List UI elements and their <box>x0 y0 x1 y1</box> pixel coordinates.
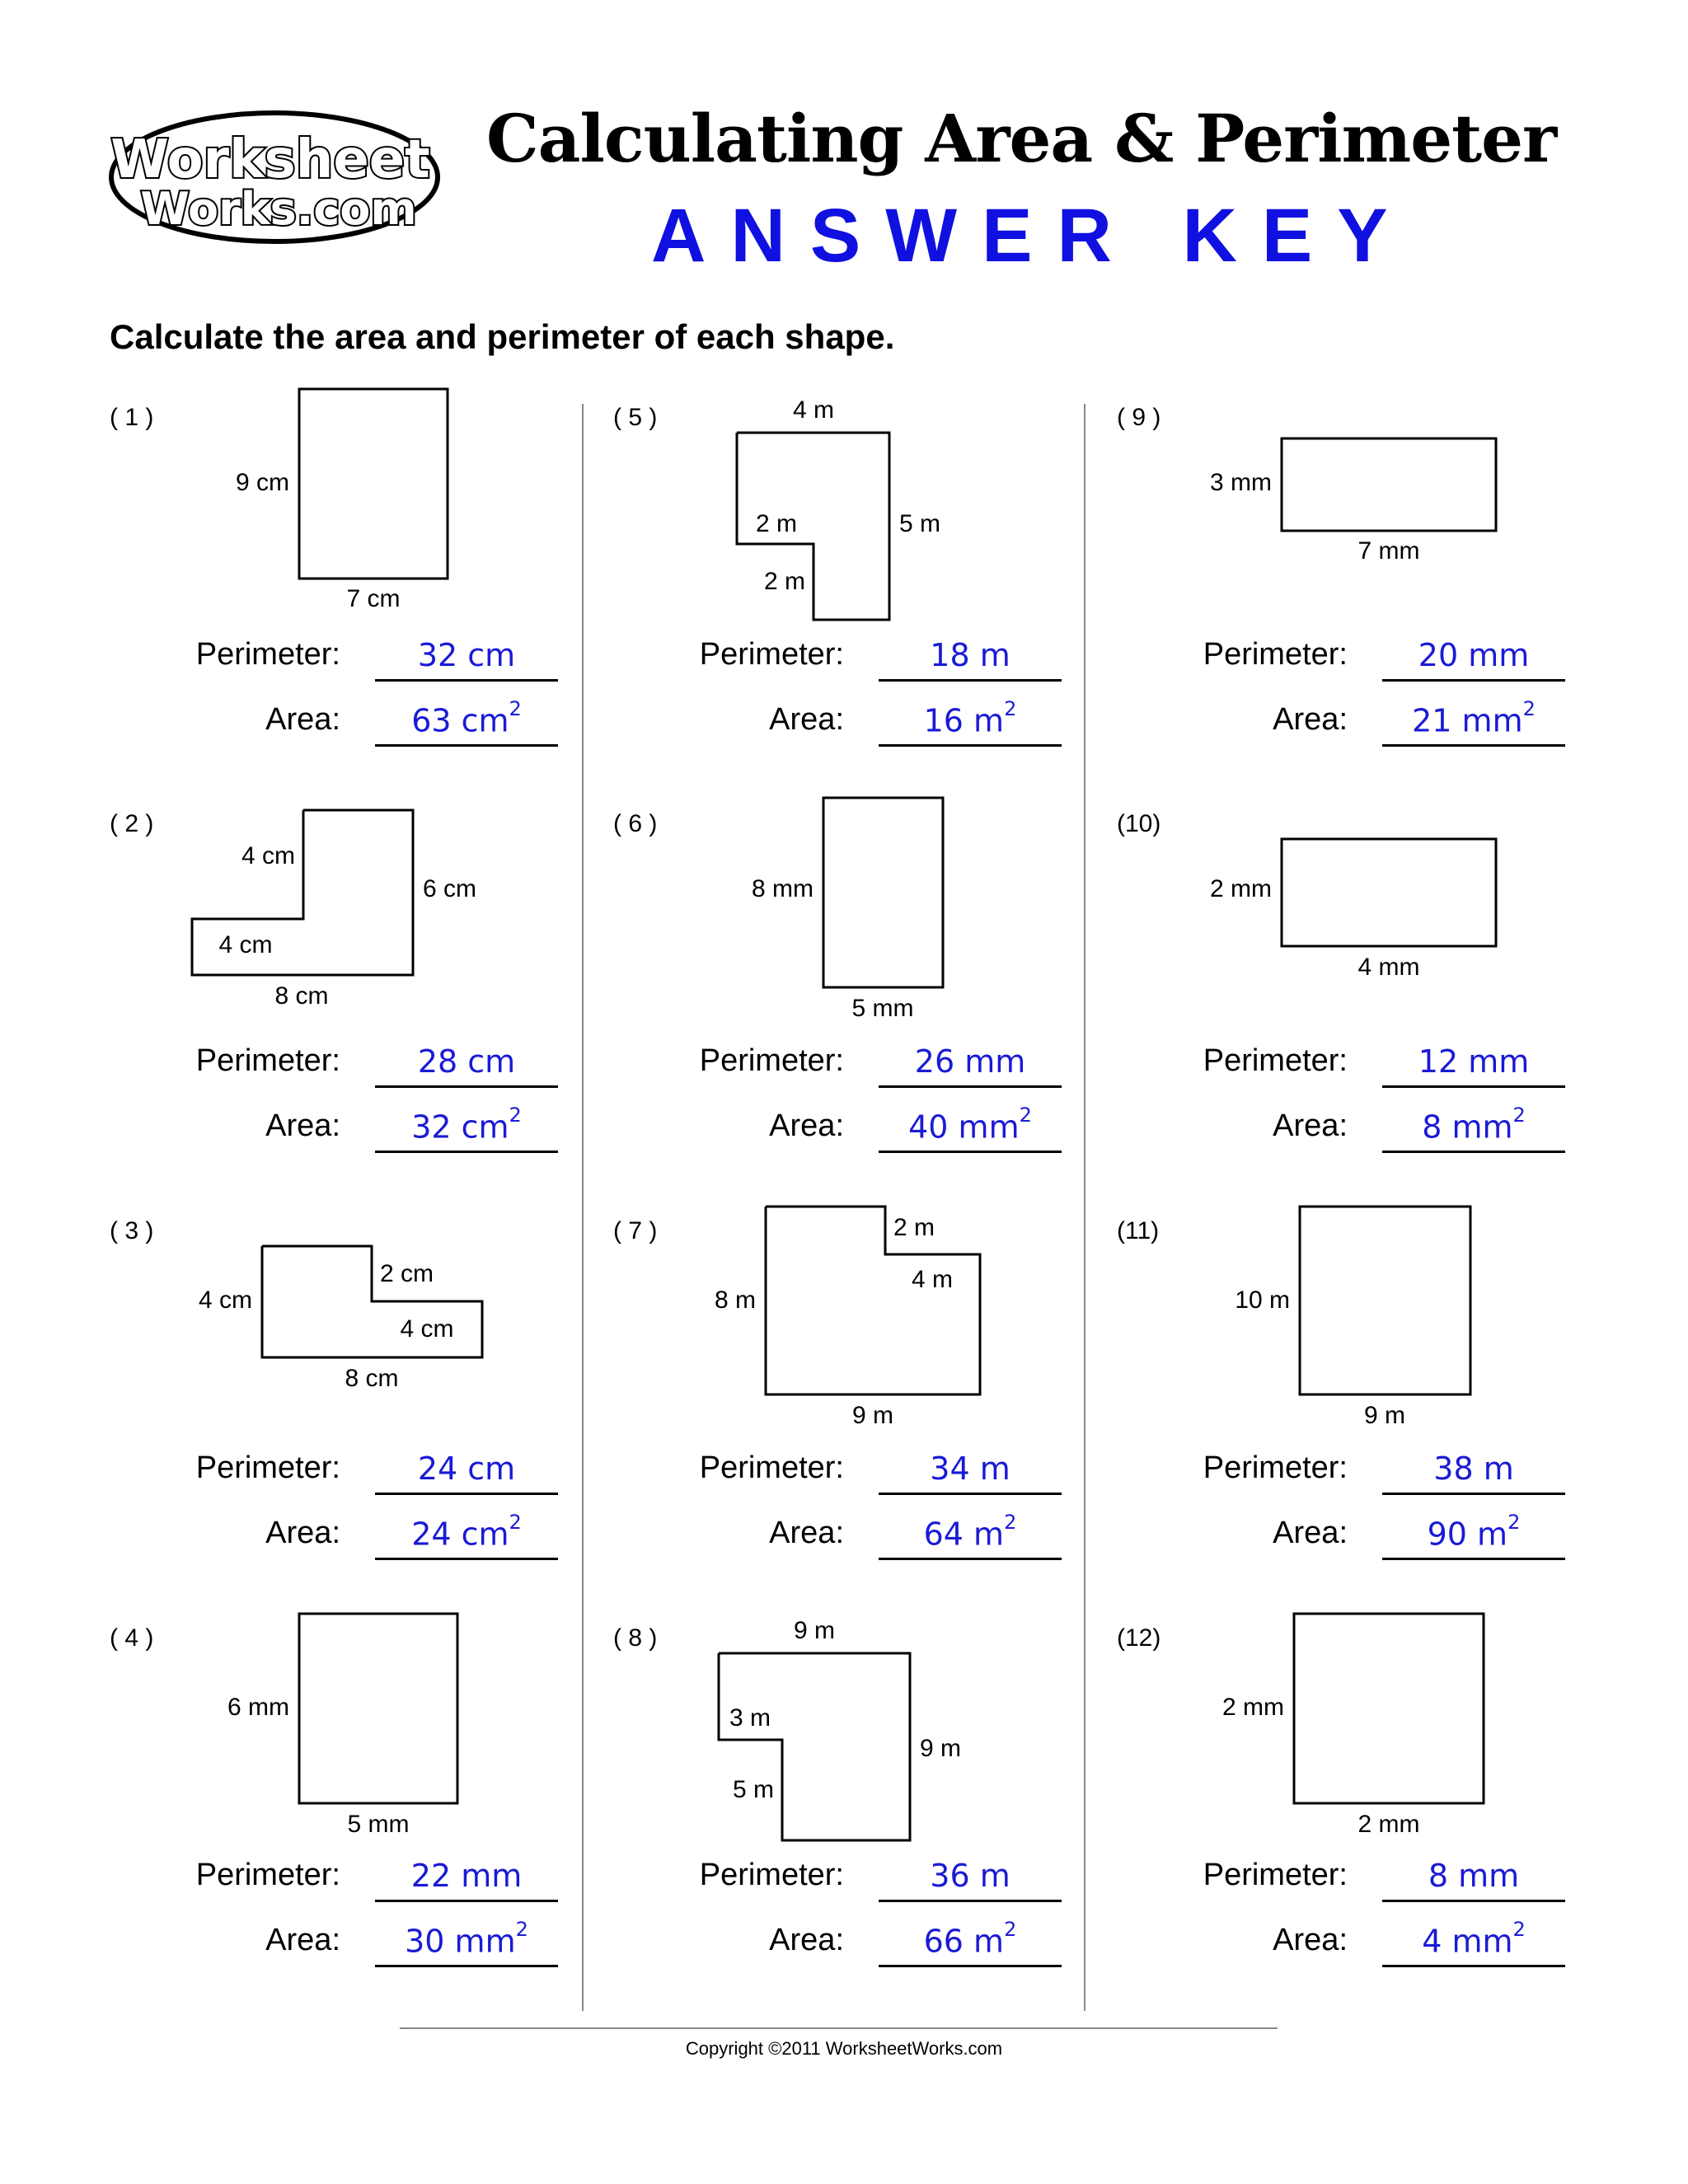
dim-width: 5 mm <box>851 995 914 1022</box>
perimeter-answer: 18 m <box>930 637 1010 673</box>
dim-width: 9 m <box>851 1402 894 1429</box>
logo-line2: Works.com <box>140 183 417 235</box>
answer-key-heading: ANSWER KEY <box>651 194 1413 278</box>
dim-corner-height: 2 m <box>893 1214 935 1241</box>
perimeter-label: Perimeter: <box>1203 1043 1348 1078</box>
dim-height: 6 mm <box>227 1694 289 1721</box>
problem-number: (11) <box>1117 1217 1160 1244</box>
problem-number: ( 2 ) <box>110 810 154 837</box>
dim-height: 2 mm <box>1210 875 1272 902</box>
perimeter-answer: 34 m <box>930 1451 1010 1487</box>
dim-width: 9 m <box>1363 1402 1406 1429</box>
area-answer: 8 $mm^2$ <box>1422 1104 1526 1146</box>
perimeter-line <box>375 1900 558 1902</box>
page-title: Calculating Area & Perimeter <box>486 100 1557 177</box>
dim-inner-height: 2 cm <box>380 1260 434 1287</box>
area-answer: 90 $m^2$ <box>1427 1511 1521 1553</box>
perimeter-line <box>879 1900 1062 1902</box>
perimeter-answer: 28 cm <box>417 1043 516 1080</box>
area-label: Area: <box>265 702 340 737</box>
perimeter-label: Perimeter: <box>195 637 340 672</box>
problem-10 <box>1117 810 1611 1214</box>
problem-number: ( 6 ) <box>613 810 658 837</box>
area-line <box>879 1151 1062 1153</box>
perimeter-label: Perimeter: <box>195 1043 340 1078</box>
dim-height: 8 m <box>714 1286 756 1314</box>
dim-height: 9 cm <box>235 469 289 496</box>
area-line <box>1382 1558 1565 1560</box>
dim-height: 3 mm <box>1210 469 1272 496</box>
area-answer: 66 $m^2$ <box>923 1918 1017 1960</box>
area-line <box>879 744 1062 747</box>
problem-2 <box>110 810 604 1214</box>
perimeter-label: Perimeter: <box>699 1043 844 1078</box>
area-answer: 32 $cm^2$ <box>411 1104 522 1146</box>
area-line <box>375 744 558 747</box>
problem-number: ( 4 ) <box>110 1624 154 1652</box>
area-label: Area: <box>265 1923 340 1957</box>
dim-height: 5 m <box>899 510 941 537</box>
perimeter-label: Perimeter: <box>699 1858 844 1892</box>
dim-height: 6 cm <box>423 875 477 902</box>
area-label: Area: <box>769 1516 844 1550</box>
dim-width: 2 mm <box>1357 1811 1420 1838</box>
area-line <box>1382 1151 1565 1153</box>
dim-width: 5 mm <box>347 1811 410 1838</box>
problem-number: ( 5 ) <box>613 404 658 431</box>
problem-number: (10) <box>1117 810 1161 837</box>
area-label: Area: <box>1273 702 1348 737</box>
dim-inner-width: 2 m <box>755 510 798 537</box>
perimeter-line <box>1382 679 1565 682</box>
dim-height: 10 m <box>1235 1286 1290 1314</box>
perimeter-answer: 32 cm <box>417 637 516 673</box>
worksheetworks-logo <box>106 107 443 247</box>
problem-number: ( 7 ) <box>613 1217 658 1244</box>
dim-inner-width: 4 cm <box>218 931 273 958</box>
area-answer: 64 $m^2$ <box>923 1511 1017 1553</box>
perimeter-answer: 8 mm <box>1428 1858 1520 1894</box>
perimeter-label: Perimeter: <box>1203 1858 1348 1892</box>
perimeter-answer: 38 m <box>1433 1451 1514 1487</box>
problem-3 <box>110 1217 604 1621</box>
problem-number: (12) <box>1117 1624 1161 1652</box>
footer-divider <box>400 2027 1278 2029</box>
dim-width: 7 cm <box>346 585 401 612</box>
problem-number: ( 1 ) <box>110 404 154 431</box>
dim-width: 4 mm <box>1357 954 1420 981</box>
area-label: Area: <box>769 1923 844 1957</box>
problem-6 <box>613 810 1108 1214</box>
area-line <box>375 1151 558 1153</box>
perimeter-answer: 26 mm <box>914 1043 1026 1080</box>
area-answer: 24 $cm^2$ <box>411 1511 522 1553</box>
problem-11 <box>1117 1217 1611 1621</box>
problem-7 <box>613 1214 1108 1621</box>
perimeter-answer: 22 mm <box>410 1858 523 1894</box>
dim-inner-width: 4 cm <box>400 1315 454 1343</box>
problem-number: ( 8 ) <box>613 1624 658 1652</box>
dim-width: 8 cm <box>274 982 329 1010</box>
perimeter-label: Perimeter: <box>1203 1451 1348 1485</box>
problem-12 <box>1117 1624 1611 2028</box>
area-line <box>375 1965 558 1967</box>
area-line <box>879 1558 1062 1560</box>
perimeter-label: Perimeter: <box>699 637 844 672</box>
dim-corner-width: 4 m <box>911 1266 954 1293</box>
perimeter-line <box>1382 1900 1565 1902</box>
problem-number: ( 9 ) <box>1117 404 1161 431</box>
dim-inner-height: 4 cm <box>241 842 295 869</box>
perimeter-answer: 36 m <box>930 1858 1010 1894</box>
dim-width: 9 m <box>793 1617 836 1644</box>
area-line <box>879 1965 1062 1967</box>
area-label: Area: <box>769 1108 844 1143</box>
area-label: Area: <box>1273 1516 1348 1550</box>
perimeter-label: Perimeter: <box>699 1451 844 1485</box>
dim-width: 8 cm <box>345 1365 399 1392</box>
dim-inner-width: 3 m <box>729 1704 771 1732</box>
area-label: Area: <box>1273 1923 1348 1957</box>
problem-4 <box>110 1624 604 2028</box>
perimeter-line <box>879 1085 1062 1088</box>
area-answer: 21 $mm^2$ <box>1412 697 1536 739</box>
dim-width: 4 m <box>792 396 835 424</box>
dim-inner-height: 5 m <box>732 1776 774 1803</box>
area-answer: 4 $mm^2$ <box>1422 1918 1526 1960</box>
dim-width: 7 mm <box>1357 537 1420 565</box>
area-answer: 63 $cm^2$ <box>411 697 522 739</box>
area-line <box>1382 1965 1565 1967</box>
problem-1 <box>110 404 604 808</box>
area-label: Area: <box>265 1108 340 1143</box>
problem-5 <box>613 396 1108 808</box>
copyright: Copyright ©2011 WorksheetWorks.com <box>685 2038 1003 2059</box>
perimeter-line <box>1382 1085 1565 1088</box>
perimeter-answer: 20 mm <box>1418 637 1530 673</box>
problem-8 <box>613 1617 1108 2028</box>
perimeter-label: Perimeter: <box>195 1451 340 1485</box>
logo-line1: Worksheet <box>110 129 430 190</box>
dim-height: 4 cm <box>198 1286 252 1314</box>
perimeter-label: Perimeter: <box>1203 637 1348 672</box>
perimeter-line <box>375 1085 558 1088</box>
dim-inner-height: 2 m <box>763 568 805 595</box>
area-answer: 30 $mm^2$ <box>405 1918 528 1960</box>
perimeter-answer: 12 mm <box>1418 1043 1530 1080</box>
area-line <box>1382 744 1565 747</box>
instructions: Calculate the area and perimeter of each shape. <box>110 317 895 356</box>
perimeter-line <box>375 679 558 682</box>
area-label: Area: <box>769 702 844 737</box>
perimeter-line <box>1382 1493 1565 1495</box>
perimeter-line <box>375 1493 558 1495</box>
dim-height: 8 mm <box>752 875 814 902</box>
area-answer: 16 $m^2$ <box>923 697 1017 739</box>
perimeter-label: Perimeter: <box>195 1858 340 1892</box>
perimeter-line <box>879 679 1062 682</box>
problem-number: ( 3 ) <box>110 1217 154 1244</box>
area-answer: 40 $mm^2$ <box>908 1104 1032 1146</box>
dim-height: 2 mm <box>1222 1694 1284 1721</box>
problem-9 <box>1117 404 1611 808</box>
area-line <box>375 1558 558 1560</box>
dim-height: 9 m <box>920 1735 962 1762</box>
perimeter-line <box>879 1493 1062 1495</box>
area-label: Area: <box>265 1516 340 1550</box>
area-label: Area: <box>1273 1108 1348 1143</box>
perimeter-answer: 24 cm <box>417 1451 516 1487</box>
